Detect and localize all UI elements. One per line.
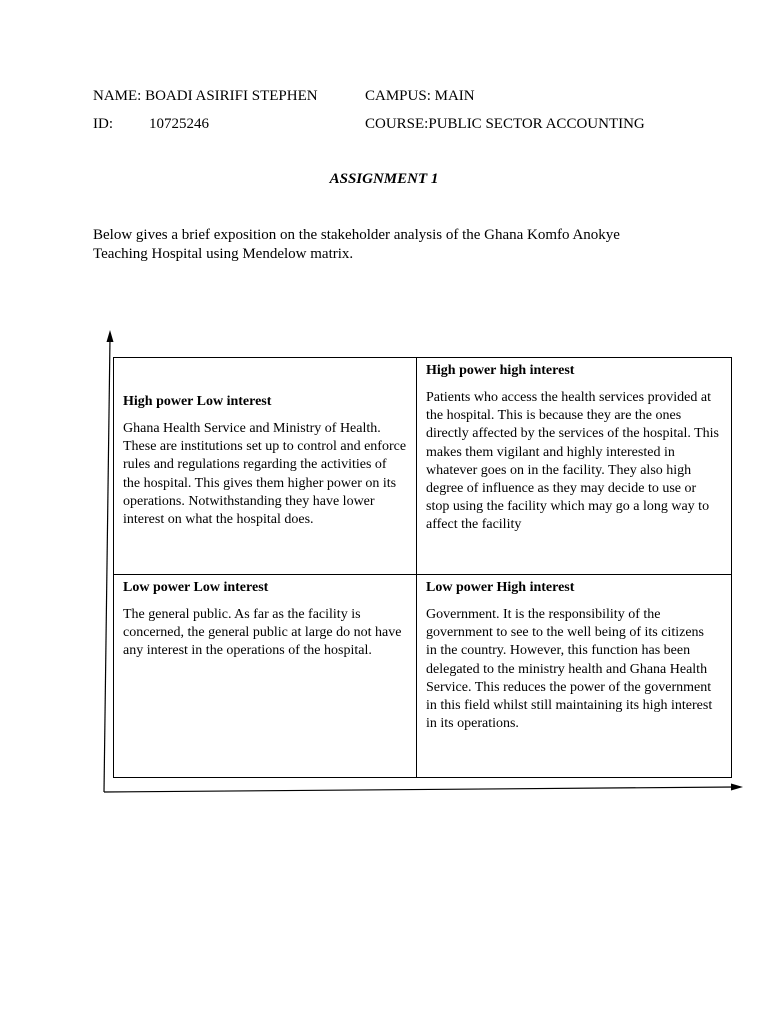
x-axis-arrow-icon bbox=[731, 784, 743, 791]
quadrant-body: Ghana Health Service and Ministry of Health. These are institutions set up to control and enforce rules and regulations regarding the activities of the hospital. This gives them higher power on its operations. Notwithstanding they have lower interest on what the hospital does. bbox=[123, 421, 407, 528]
quadrant-high-power-low-interest bbox=[114, 393, 416, 529]
student-name: NAME: BOADI ASIRIFI STEPHEN bbox=[93, 88, 318, 104]
quadrant-title: Low power High interest bbox=[426, 580, 575, 595]
quadrant-body: The general public. As far as the facility is concerned, the general public at large do not have any interest in the operations of the hospital. bbox=[123, 607, 402, 659]
x-axis bbox=[104, 787, 735, 792]
assignment-title: ASSIGNMENT 1 bbox=[329, 171, 439, 187]
intro-paragraph: Below gives a brief exposition on the stakeholder analysis of the Ghana Komfo Anokye Teaching Hospital using Mendelow matrix. bbox=[93, 227, 620, 262]
quadrant-title: High power high interest bbox=[426, 363, 575, 378]
quadrant-title: Low power Low interest bbox=[123, 580, 269, 595]
id-label: ID: bbox=[93, 116, 113, 132]
quadrant-title: High power Low interest bbox=[123, 394, 272, 409]
quadrant-low-power-high-interest bbox=[417, 579, 723, 733]
quadrant-low-power-low-interest bbox=[114, 579, 416, 661]
quadrant-body: Government. It is the responsibility of the government to see to the well being of its citizens in the country. However, this function has been delegated to the ministry health and Ghana Health Service. This reduces the power of the government in this field whilst still maintaining its high interest in its operations. bbox=[426, 607, 713, 732]
quadrant-body: Patients who access the health services provided at the hospital. This is because they are the ones directly affected by the services of the hospital. This makes them vigilant and highly interested in whatever goes on in the facility. They also high degree of influence as they may decide to use or stop using the facility which may go a long way to affect the facility bbox=[426, 390, 720, 533]
y-axis bbox=[104, 338, 110, 792]
campus: CAMPUS: MAIN bbox=[365, 88, 475, 104]
student-id: 10725246 bbox=[149, 116, 209, 132]
quadrant-high-power-high-interest bbox=[417, 362, 731, 535]
course: COURSE:PUBLIC SECTOR ACCOUNTING bbox=[365, 116, 645, 132]
y-axis-arrow-icon bbox=[107, 330, 114, 342]
